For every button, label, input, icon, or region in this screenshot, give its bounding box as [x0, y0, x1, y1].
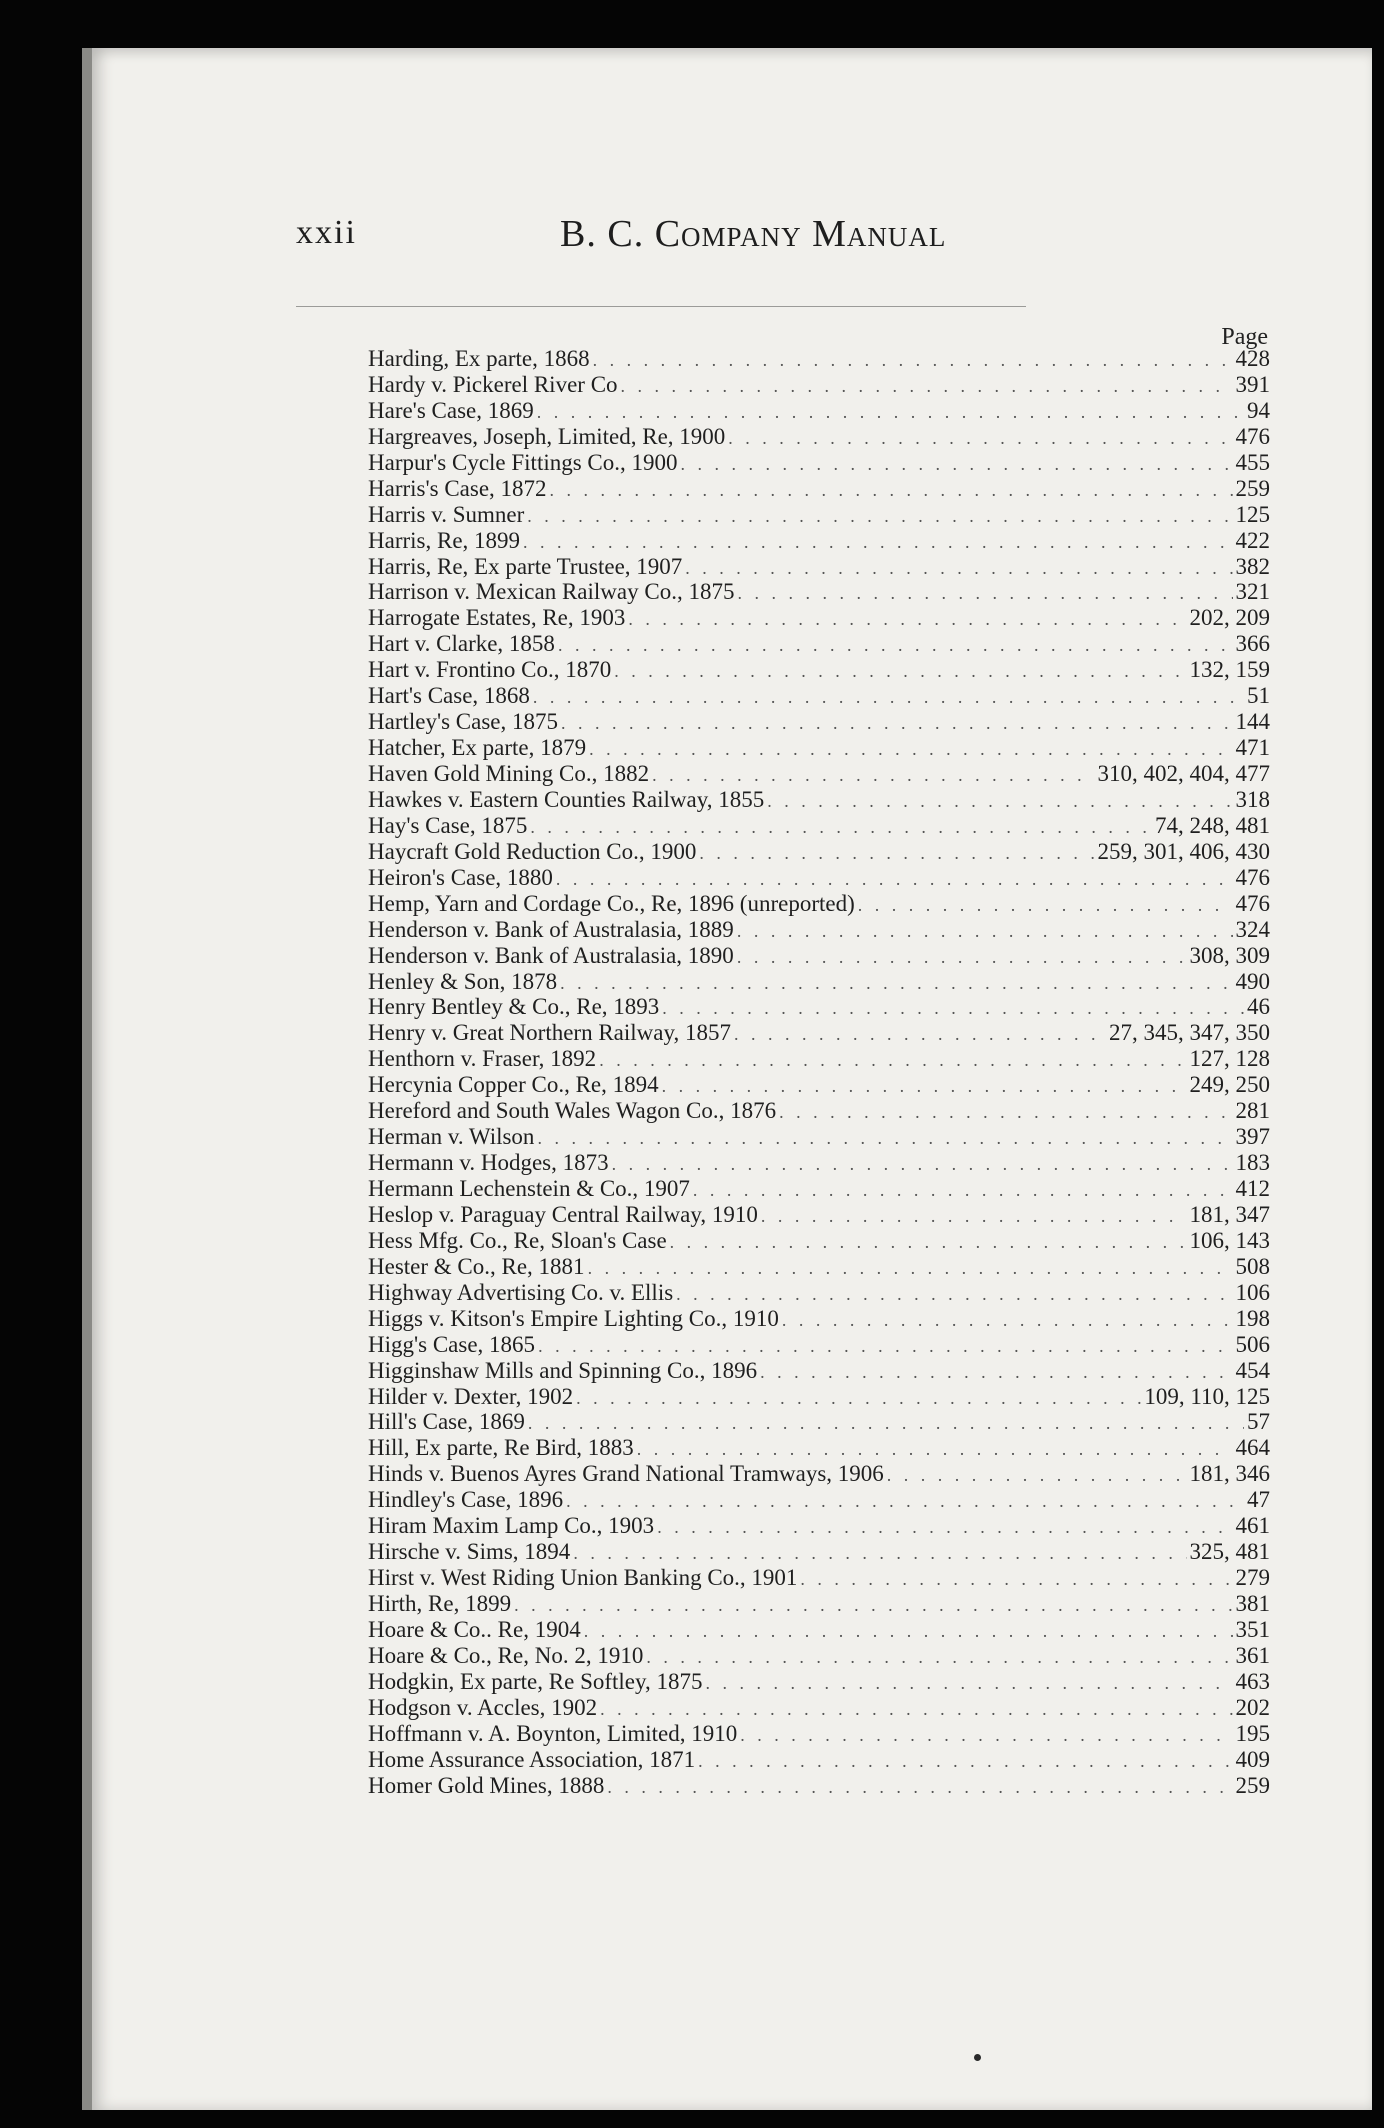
- header-rule: [296, 306, 1026, 307]
- index-entry: [368, 1176, 1270, 1202]
- entry-pages: 125: [1235, 501, 1270, 527]
- dot-leader: [612, 1152, 1233, 1176]
- entry-name: Highway Advertising Co. v. Ellis: [368, 1279, 674, 1305]
- index-entry: [368, 709, 1270, 735]
- dot-leader: [782, 1308, 1233, 1332]
- dot-leader: [637, 1437, 1233, 1461]
- entry-pages: 106: [1235, 1279, 1270, 1305]
- entry-name: Henley & Son, 1878: [368, 968, 558, 994]
- entry-pages: 490: [1235, 968, 1270, 994]
- entry-pages: 391: [1235, 371, 1270, 397]
- dot-leader: [528, 1411, 1244, 1435]
- entry-name: Hester & Co., Re, 1881: [368, 1253, 585, 1279]
- index-entry: [368, 813, 1270, 839]
- entry-pages: 279: [1235, 1565, 1270, 1591]
- entry-pages: 508: [1235, 1253, 1270, 1279]
- entry-name: Hereford and South Wales Wagon Co., 1876: [368, 1098, 777, 1124]
- index-entry: [368, 761, 1270, 787]
- index-entry: [368, 839, 1270, 865]
- dot-leader: [556, 867, 1233, 891]
- entry-pages: 109, 110, 125: [1144, 1383, 1270, 1409]
- index-entry: [368, 502, 1270, 528]
- entry-pages: 259: [1235, 1772, 1270, 1798]
- entry-pages: 144: [1235, 709, 1270, 735]
- entry-pages: 506: [1235, 1331, 1270, 1357]
- index-entry: [368, 1617, 1270, 1643]
- entry-pages: 318: [1235, 786, 1270, 812]
- entry-pages: 181, 347: [1189, 1201, 1270, 1227]
- entry-pages: 259, 301, 406, 430: [1097, 838, 1270, 864]
- entry-pages: 422: [1235, 527, 1270, 553]
- entry-pages: 461: [1235, 1513, 1270, 1539]
- index-entry: [368, 1409, 1270, 1435]
- index-entry: [368, 1695, 1270, 1721]
- entry-name: Hoare & Co., Re, No. 2, 1910: [368, 1642, 644, 1668]
- entry-pages: 127, 128: [1189, 1046, 1270, 1072]
- entry-pages: 198: [1235, 1305, 1270, 1331]
- entry-name: Home Assurance Association, 1871: [368, 1746, 696, 1772]
- index-entry: [368, 969, 1270, 995]
- dot-leader: [737, 919, 1233, 943]
- dot-leader: [646, 1645, 1232, 1669]
- index-entry: [368, 372, 1270, 398]
- entry-name: Hilder v. Dexter, 1902: [368, 1383, 574, 1409]
- entry-name: Henderson v. Bank of Australasia, 1890: [368, 942, 734, 968]
- index-entry: [368, 994, 1270, 1020]
- entry-pages: 464: [1235, 1435, 1270, 1461]
- entry-name: Hart's Case, 1868: [368, 683, 530, 709]
- dot-leader: [558, 633, 1233, 657]
- entry-pages: 476: [1235, 423, 1270, 449]
- entry-name: Hawkes v. Eastern Counties Railway, 1855: [368, 786, 765, 812]
- dot-leader: [734, 1022, 1106, 1046]
- entry-name: Henderson v. Bank of Australasia, 1889: [368, 916, 734, 942]
- dot-leader: [584, 1619, 1233, 1643]
- dot-leader: [514, 1593, 1232, 1617]
- entry-pages: 281: [1235, 1098, 1270, 1124]
- index-entry: [368, 398, 1270, 424]
- index-entry: [368, 554, 1270, 580]
- dot-leader: [614, 659, 1186, 683]
- index-entry: [368, 1280, 1270, 1306]
- ink-mark: [974, 2054, 981, 2061]
- entry-name: Hartley's Case, 1875: [368, 709, 559, 735]
- index-entry: [368, 891, 1270, 917]
- entry-name: Henthorn v. Fraser, 1892: [368, 1046, 597, 1072]
- entry-pages: 428: [1235, 346, 1270, 371]
- entry-pages: 454: [1235, 1357, 1270, 1383]
- dot-leader: [533, 685, 1244, 709]
- index-entry: [368, 787, 1270, 813]
- dot-leader: [538, 1334, 1232, 1358]
- entry-name: Higginshaw Mills and Spinning Co., 1896: [368, 1357, 758, 1383]
- index-entry: [368, 476, 1270, 502]
- entry-name: Henry v. Great Northern Railway, 1857: [368, 1020, 731, 1046]
- dot-leader: [560, 971, 1232, 995]
- entry-name: Harris's Case, 1872: [368, 475, 547, 501]
- index-entry: [368, 1747, 1270, 1773]
- index-entry: [368, 1384, 1270, 1410]
- index-entry: [368, 1254, 1270, 1280]
- dot-leader: [698, 1749, 1232, 1773]
- entry-pages: 132, 159: [1189, 657, 1270, 683]
- dot-leader: [800, 1567, 1232, 1591]
- dot-leader: [676, 1282, 1232, 1306]
- entry-name: Hatcher, Ex parte, 1879: [368, 735, 587, 761]
- entry-name: Hill's Case, 1869: [368, 1409, 525, 1435]
- entry-name: Harris v. Sumner: [368, 501, 525, 527]
- entry-name: Harrogate Estates, Re, 1903: [368, 605, 626, 631]
- entry-pages: 74, 248, 481: [1155, 812, 1270, 838]
- index-entry: [368, 1046, 1270, 1072]
- entry-name: Higg's Case, 1865: [368, 1331, 536, 1357]
- index-entry: [368, 1669, 1270, 1695]
- entry-name: Hess Mfg. Co., Re, Sloan's Case: [368, 1227, 667, 1253]
- entry-pages: 106, 143: [1189, 1227, 1270, 1253]
- entry-pages: 202: [1235, 1694, 1270, 1720]
- entry-pages: 463: [1235, 1668, 1270, 1694]
- entry-name: Hoare & Co.. Re, 1904: [368, 1616, 581, 1642]
- dot-leader: [652, 763, 1094, 787]
- dot-leader: [576, 1386, 1141, 1410]
- entry-name: Hercynia Copper Co., Re, 1894: [368, 1072, 659, 1098]
- dot-leader: [737, 945, 1187, 969]
- entry-pages: 183: [1235, 1150, 1270, 1176]
- entry-name: Heslop v. Paraguay Central Railway, 1910: [368, 1201, 758, 1227]
- entry-pages: 94: [1247, 397, 1270, 423]
- index-entry: [368, 424, 1270, 450]
- dot-leader: [600, 1697, 1232, 1721]
- running-title: B. C. Company Manual: [560, 213, 947, 255]
- dot-leader: [628, 607, 1186, 631]
- dot-leader: [887, 1463, 1187, 1487]
- dot-leader: [573, 1541, 1186, 1565]
- dot-leader: [530, 815, 1152, 839]
- dot-leader: [699, 841, 1094, 865]
- dot-leader: [537, 1126, 1232, 1150]
- entry-pages: 366: [1235, 631, 1270, 657]
- entry-name: Hirst v. West Riding Union Banking Co., 1901: [368, 1565, 798, 1591]
- index-entry: [368, 1643, 1270, 1669]
- dot-leader: [593, 348, 1233, 372]
- entry-name: Hemp, Yarn and Cordage Co., Re, 1896 (unreported): [368, 890, 855, 916]
- dot-leader: [599, 1048, 1186, 1072]
- entry-pages: 409: [1235, 1746, 1270, 1772]
- index-entry: [368, 1332, 1270, 1358]
- entry-pages: 412: [1235, 1176, 1270, 1201]
- index-entry: [368, 1150, 1270, 1176]
- dot-leader: [527, 504, 1232, 528]
- entry-name: Harris, Re, 1899: [368, 527, 521, 553]
- entry-name: Hart v. Clarke, 1858: [368, 631, 555, 657]
- dot-leader: [706, 1671, 1233, 1695]
- entry-pages: 27, 345, 347, 350: [1109, 1020, 1270, 1046]
- entry-pages: 259: [1235, 475, 1270, 501]
- entry-pages: 195: [1235, 1720, 1270, 1746]
- entry-name: Hare's Case, 1869: [368, 397, 534, 423]
- dot-leader: [685, 556, 1232, 580]
- entry-name: Higgs v. Kitson's Empire Lighting Co., 1910: [368, 1305, 779, 1331]
- index-entry: [368, 631, 1270, 657]
- entry-pages: 57: [1247, 1409, 1270, 1435]
- dot-leader: [561, 711, 1232, 735]
- page-number: xxii: [296, 214, 357, 251]
- entry-pages: 471: [1235, 735, 1270, 761]
- index-entry: [368, 1124, 1270, 1150]
- index-entry: [368, 917, 1270, 943]
- entry-name: Haven Gold Mining Co., 1882: [368, 761, 650, 786]
- entry-pages: 381: [1235, 1591, 1270, 1616]
- index-entry: [368, 1098, 1270, 1124]
- index-entry: [368, 1358, 1270, 1384]
- entry-pages: 397: [1235, 1124, 1270, 1150]
- dot-leader: [740, 1723, 1232, 1747]
- entry-name: Hermann Lechenstein & Co., 1907: [368, 1176, 690, 1201]
- index-entry: [368, 1721, 1270, 1747]
- index-entry: [368, 1306, 1270, 1332]
- entry-name: Harrison v. Mexican Railway Co., 1875: [368, 579, 735, 605]
- index-entry: [368, 1513, 1270, 1539]
- dot-leader: [858, 893, 1233, 917]
- entry-pages: 310, 402, 404, 477: [1097, 761, 1270, 786]
- dot-leader: [607, 1775, 1232, 1799]
- entry-name: Hirth, Re, 1899: [368, 1591, 512, 1616]
- index-entry: [368, 1591, 1270, 1617]
- index-entry: [368, 735, 1270, 761]
- entry-name: Hargreaves, Joseph, Limited, Re, 1900: [368, 423, 726, 449]
- entry-pages: 476: [1235, 864, 1270, 890]
- entry-pages: 476: [1235, 890, 1270, 916]
- entry-name: Hirsche v. Sims, 1894: [368, 1539, 571, 1565]
- index-entry: [368, 528, 1270, 554]
- entry-name: Hay's Case, 1875: [368, 812, 528, 838]
- entry-name: Hiram Maxim Lamp Co., 1903: [368, 1513, 655, 1539]
- entry-name: Henry Bentley & Co., Re, 1893: [368, 994, 660, 1020]
- dot-leader: [537, 400, 1244, 424]
- dot-leader: [662, 1074, 1187, 1098]
- entry-pages: 202, 209: [1189, 605, 1270, 631]
- index-entry: [368, 605, 1270, 631]
- entry-name: Hindley's Case, 1896: [368, 1487, 564, 1513]
- index-entry: [368, 943, 1270, 969]
- entry-pages: 324: [1235, 916, 1270, 942]
- entry-pages: 51: [1247, 683, 1270, 709]
- entry-pages: 308, 309: [1189, 942, 1270, 968]
- dot-leader: [670, 1230, 1187, 1254]
- dot-leader: [523, 530, 1232, 554]
- entry-name: Hodgkin, Ex parte, Re Softley, 1875: [368, 1668, 703, 1694]
- entry-pages: 249, 250: [1189, 1072, 1270, 1098]
- index-entry: [368, 346, 1270, 372]
- dot-leader: [657, 1515, 1232, 1539]
- entry-pages: 181, 346: [1189, 1461, 1270, 1487]
- entry-name: Homer Gold Mines, 1888: [368, 1772, 605, 1798]
- dot-leader: [693, 1178, 1233, 1202]
- entry-name: Hermann v. Hodges, 1873: [368, 1150, 609, 1176]
- dot-leader: [621, 374, 1233, 398]
- entry-name: Hoffmann v. A. Boynton, Limited, 1910: [368, 1720, 738, 1746]
- entry-pages: 46: [1247, 994, 1270, 1020]
- index-entry: [368, 450, 1270, 476]
- dot-leader: [588, 1256, 1233, 1280]
- entry-pages: 382: [1235, 553, 1270, 579]
- index-entry: [368, 579, 1270, 605]
- index-entry: [368, 1435, 1270, 1461]
- dot-leader: [589, 737, 1232, 761]
- dot-leader: [779, 1100, 1232, 1124]
- entry-name: Hart v. Frontino Co., 1870: [368, 657, 612, 683]
- dot-leader: [681, 452, 1233, 476]
- index-entry: [368, 683, 1270, 709]
- dot-leader: [566, 1489, 1244, 1513]
- index-entry: [368, 1539, 1270, 1565]
- page-column-label: Page: [1221, 324, 1268, 350]
- dot-leader: [728, 426, 1232, 450]
- dot-leader: [767, 789, 1232, 813]
- entry-name: Harris, Re, Ex parte Trustee, 1907: [368, 553, 683, 579]
- entry-name: Harpur's Cycle Fittings Co., 1900: [368, 449, 678, 475]
- index-entries: [368, 346, 1270, 1799]
- index-entry: [368, 657, 1270, 683]
- index-entry: [368, 1228, 1270, 1254]
- dot-leader: [737, 581, 1232, 605]
- entry-pages: 47: [1247, 1487, 1270, 1513]
- index-entry: [368, 1461, 1270, 1487]
- entry-name: Hill, Ex parte, Re Bird, 1883: [368, 1435, 634, 1461]
- index-entry: [368, 1773, 1270, 1799]
- index-entry: [368, 1487, 1270, 1513]
- entry-pages: 321: [1235, 579, 1270, 605]
- dot-leader: [662, 996, 1244, 1020]
- page-header: [296, 206, 1026, 266]
- dot-leader: [550, 478, 1233, 502]
- index-entry: [368, 1202, 1270, 1228]
- dot-leader: [761, 1204, 1187, 1228]
- entry-pages: 351: [1235, 1616, 1270, 1642]
- entry-pages: 361: [1235, 1642, 1270, 1668]
- entry-name: Herman v. Wilson: [368, 1124, 535, 1150]
- entry-name: Harding, Ex parte, 1868: [368, 346, 590, 371]
- index-entry: [368, 1020, 1270, 1046]
- dot-leader: [760, 1360, 1232, 1384]
- index-entry: [368, 1565, 1270, 1591]
- entry-name: Haycraft Gold Reduction Co., 1900: [368, 838, 697, 864]
- entry-name: Hinds v. Buenos Ayres Grand National Tramways, 1906: [368, 1461, 884, 1487]
- entry-name: Heiron's Case, 1880: [368, 864, 553, 890]
- entry-name: Hardy v. Pickerel River Co: [368, 371, 618, 397]
- entry-pages: 325, 481: [1189, 1539, 1270, 1565]
- entry-pages: 455: [1235, 449, 1270, 475]
- index-entry: [368, 865, 1270, 891]
- entry-name: Hodgson v. Accles, 1902: [368, 1694, 598, 1720]
- index-entry: [368, 1072, 1270, 1098]
